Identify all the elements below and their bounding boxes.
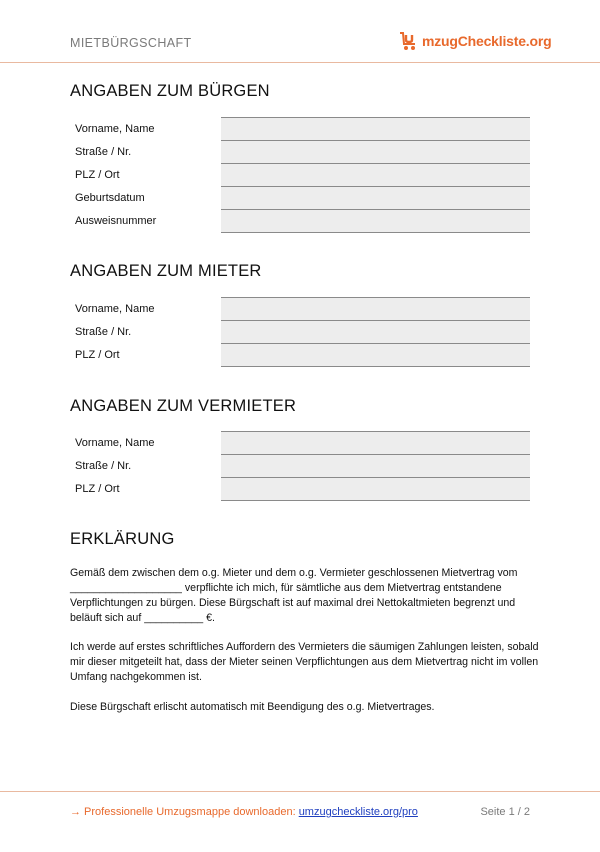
form-buerge — [70, 117, 530, 232]
form-row — [70, 320, 530, 343]
vorname-name-field[interactable] — [221, 297, 530, 320]
field-label: Straße / Nr. — [75, 146, 132, 158]
vorname-name-field[interactable] — [221, 117, 530, 140]
field-label: Straße / Nr. — [75, 326, 132, 338]
footer-promo — [70, 806, 418, 818]
field-label: Vorname, Name — [75, 303, 155, 315]
strasse-field[interactable] — [221, 320, 530, 343]
plz-ort-field[interactable] — [221, 343, 530, 367]
form-row — [70, 431, 530, 454]
heading-mieter: ANGABEN ZUM MIETER — [70, 262, 262, 280]
field-label: Vorname, Name — [75, 437, 155, 449]
page-footer — [0, 791, 600, 792]
download-link[interactable]: umzugcheckliste.org/pro — [298, 806, 418, 818]
heading-buerge: ANGABEN ZUM BÜRGEN — [70, 82, 270, 100]
field-label: PLZ / Ort — [75, 169, 120, 181]
paragraph: Ich werde auf erstes schriftliches Auffordern des Vermieters die säumigen Zahlungen leisten, sobald mir dieser mitgeteilt hat, dass der Mieter seinen Verpflichtungen aus dem Mietvertrag nicht im vollen Umfang nachgekommen ist. — [70, 641, 539, 683]
strasse-field[interactable] — [221, 140, 530, 163]
field-label: Geburtsdatum — [75, 192, 145, 204]
paragraph: Gemäß dem zwischen dem o.g. Mieter und dem o.g. Vermieter geschlossenen Mietvertrag vom ___________________ verpflichte ich mich, für sämtliche aus dem Mietvertrag entstandene Verpflichtungen zu bürgen. Diese Bürgschaft ist auf maximal drei Nettokaltmieten begrenzt und beläuft sich auf __________ €. — [70, 567, 518, 624]
form-row — [70, 209, 530, 232]
field-label: Ausweisnummer — [75, 215, 157, 227]
plz-ort-field[interactable] — [221, 477, 530, 501]
field-label: Vorname, Name — [75, 123, 155, 135]
form-row — [70, 454, 530, 477]
form-row — [70, 297, 530, 320]
field-label: Straße / Nr. — [75, 460, 132, 472]
form-vermieter — [70, 431, 530, 500]
field-label: PLZ / Ort — [75, 483, 120, 495]
logo — [398, 30, 551, 52]
paragraph: Diese Bürgschaft erlischt automatisch mit Beendigung des o.g. Mietvertrages. — [70, 701, 435, 713]
form-row — [70, 163, 530, 186]
form-row — [70, 477, 530, 500]
form-row — [70, 117, 530, 140]
strasse-field[interactable] — [221, 454, 530, 477]
logo-text: mzugCheckliste.org — [422, 33, 552, 49]
ausweisnummer-field[interactable] — [221, 209, 530, 233]
form-row — [70, 186, 530, 209]
plz-ort-field[interactable] — [221, 163, 530, 186]
page-number: Seite 1 / 2 — [480, 806, 530, 818]
form-mieter — [70, 297, 530, 366]
field-label: PLZ / Ort — [75, 349, 120, 361]
footer-prefix: → Professionelle Umzugsmappe downloaden: — [70, 806, 299, 818]
form-row — [70, 140, 530, 163]
document-title: MIETBÜRGSCHAFT — [70, 36, 192, 50]
heading-vermieter: ANGABEN ZUM VERMIETER — [70, 397, 297, 415]
heading-erklaerung: ERKLÄRUNG — [70, 530, 175, 548]
cart-u-icon — [398, 30, 420, 52]
vorname-name-field[interactable] — [221, 431, 530, 454]
geburtsdatum-field[interactable] — [221, 186, 530, 209]
form-row — [70, 343, 530, 366]
